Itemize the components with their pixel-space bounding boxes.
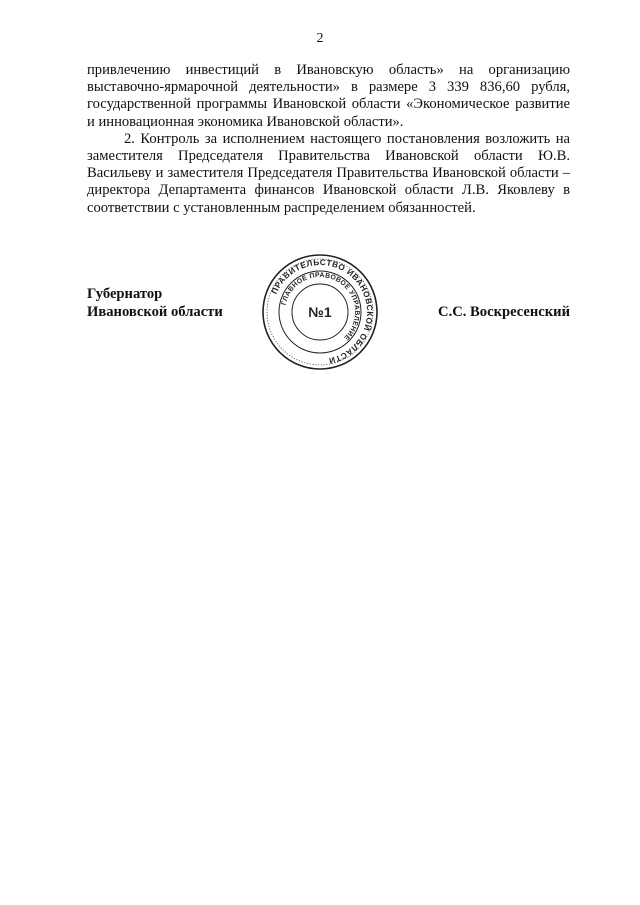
paragraph-line: развитие и инновационная экономика Ивановской области». <box>87 96 570 130</box>
paragraph-continuation <box>87 62 570 131</box>
paragraph-line: выставочно-ярмарочной деятельности» в размере 3 339 836,60 рубля, <box>87 79 570 96</box>
seal-ring-text: ПРАВИТЕЛЬСТВО ИВАНОВСКОЙ ОБЛАСТИ <box>269 257 375 366</box>
seal-number: №1 <box>308 304 332 320</box>
page-number: 2 <box>316 31 324 46</box>
document-body <box>87 62 570 217</box>
signatory-title-line: Ивановской области <box>87 304 223 320</box>
seal-graphic <box>259 251 381 373</box>
signatory-name: С.С. Воскресенский <box>438 304 570 320</box>
paragraph-control-clause: 2. Контроль за исполнением настоящего постановления возложить на заместителя Председателя Правительства Ивановской области Ю.В. Васильеву и заместителя Председателя Правительства Ивановской области – директора Департамента финансов Ивановской области Л.В. Яковлеву в соответствии с установленным распределением обязанностей. <box>87 130 570 216</box>
official-seal <box>259 251 381 373</box>
paragraph-line: привлечению инвестиций в Ивановскую область» на организацию <box>87 62 570 78</box>
paragraph-line: государственной программы Ивановской области «Экономическое <box>87 96 510 113</box>
signatory-title-line: Губернатор <box>87 286 163 302</box>
seal-inner-text: ГЛАВНОЕ ПРАВОВОЕ УПРАВЛЕНИЕ <box>280 271 361 342</box>
signatory-title <box>87 285 223 321</box>
